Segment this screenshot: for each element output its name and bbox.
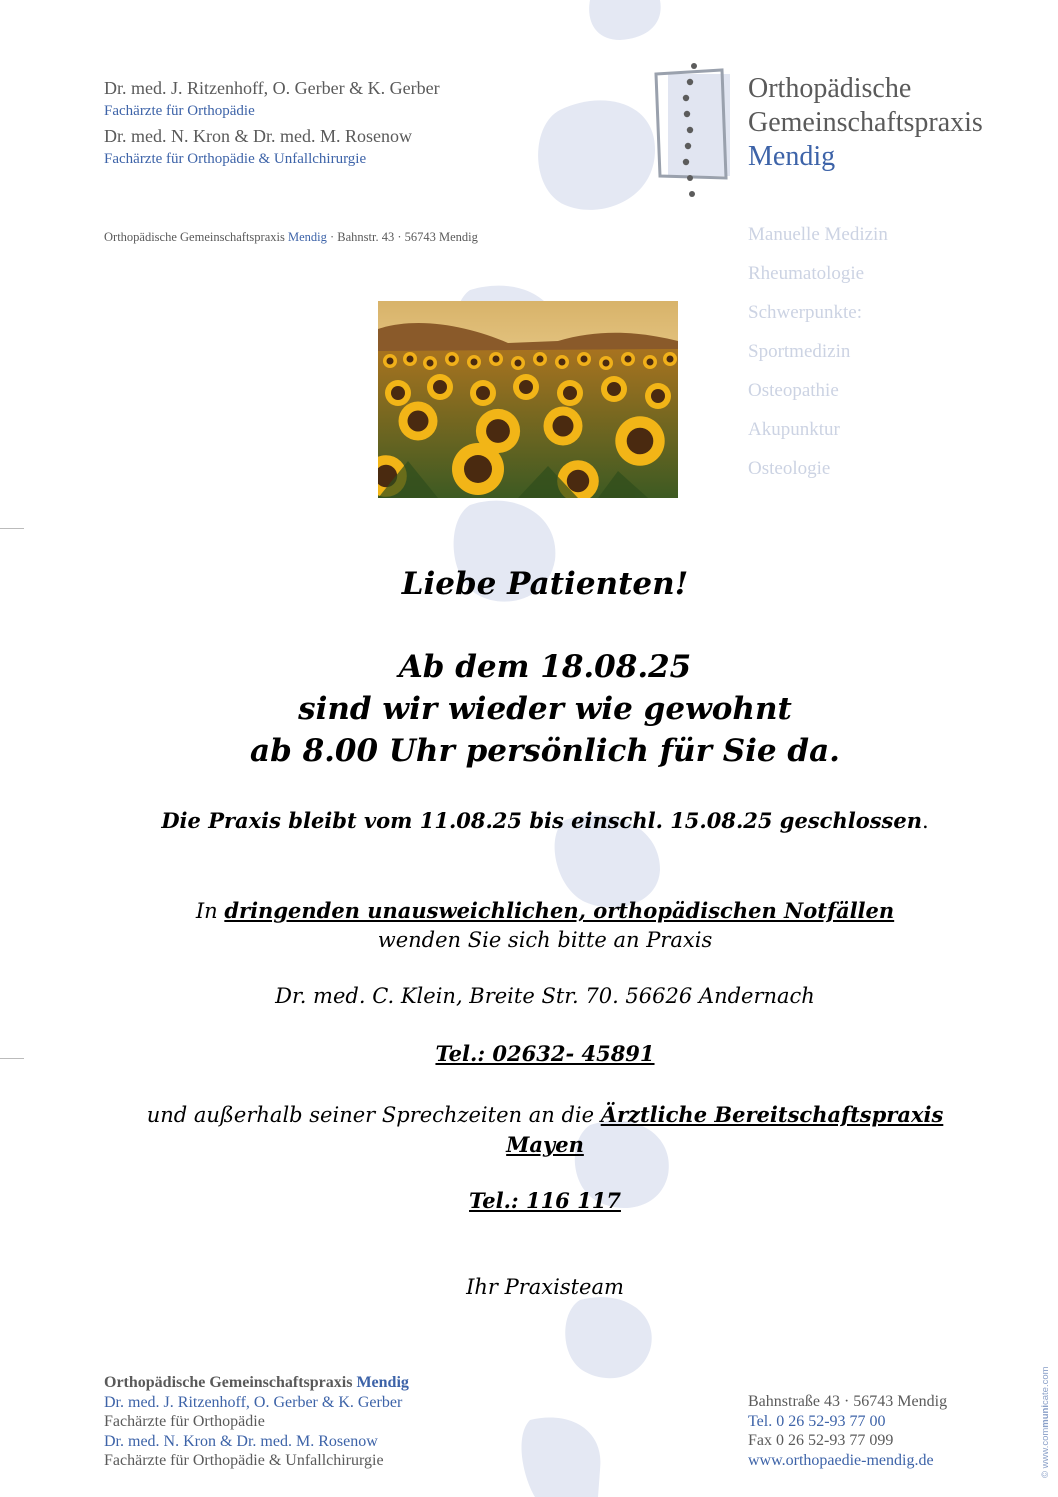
header-specialty-2: Fachärzte für Orthopädie & Unfallchirurgie — [104, 151, 367, 167]
brand-line-3: Mendig — [748, 141, 836, 172]
header-specialty-1: Fachärzte für Orthopädie — [104, 103, 255, 119]
after-hours-emphasis-2: Mayen — [506, 1132, 584, 1157]
footer-doctors-1: Dr. med. J. Ritzenhoff, O. Gerber & K. Gerber — [104, 1393, 403, 1411]
specialty-item: Osteologie — [748, 458, 831, 479]
after-hours-prefix: und außerhalb seiner Sprechzeiten an die — [146, 1103, 601, 1127]
footer-specialty-1: Fachärzte für Orthopädie — [104, 1413, 265, 1430]
emergency-line-2: wenden Sie sich bitte an Praxis — [377, 928, 713, 952]
specialty-item: Schwerpunkte: — [748, 302, 862, 323]
doctor-address: Dr. med. C. Klein, Breite Str. 70. 56626 Andernach — [275, 984, 815, 1008]
signature: Ihr Praxisteam — [466, 1275, 624, 1299]
closure-notice — [0, 808, 1058, 833]
specialty-item: Manuelle Medizin — [748, 224, 888, 245]
footer-doctors-2: Dr. med. N. Kron & Dr. med. M. Rosenow — [104, 1432, 378, 1450]
sender-name: Orthopädische Gemeinschaftspraxis — [104, 230, 285, 244]
footer-fax: Fax 0 26 52-93 77 099 — [748, 1432, 894, 1449]
phone-bereitschaft: Tel.: 116 117 — [469, 1188, 621, 1213]
footer-address: Bahnstraße 43 · 56743 Mendig — [748, 1393, 948, 1410]
footer-practice-name: Orthopädische Gemeinschaftspraxis — [104, 1374, 353, 1391]
emergency-notice — [0, 896, 1058, 955]
header-doctors-2: Dr. med. N. Kron & Dr. med. M. Rosenow — [104, 126, 412, 146]
footer-practice-town: Mendig — [356, 1374, 409, 1391]
headline-line-3: ab 8.00 Uhr persönlich für Sie da. — [250, 733, 840, 769]
design-credit: © www.communicate.com — [1040, 1366, 1051, 1478]
headline-line-1: Ab dem 18.08.25 — [398, 649, 692, 685]
footer-tel: Tel. 0 26 52-93 77 00 — [748, 1412, 886, 1430]
after-hours-emphasis-1: Ärztliche Bereitschaftspraxis — [600, 1102, 944, 1127]
headline-line-2: sind wir wieder wie gewohnt — [298, 691, 792, 727]
sender-address-line — [104, 230, 478, 245]
specialty-item: Osteopathie — [748, 380, 839, 401]
greeting: Liebe Patienten! — [401, 566, 689, 602]
emergency-prefix: In — [195, 899, 225, 923]
after-hours-notice — [0, 1100, 1058, 1159]
closure-text: Die Praxis bleibt vom 11.08.25 bis einschl. 15.08.25 geschlossen — [161, 808, 922, 833]
sunflower-field-image — [378, 301, 678, 498]
footer-right — [748, 1392, 947, 1470]
specialty-item: Rheumatologie — [748, 263, 865, 284]
sender-town: Mendig — [287, 230, 327, 244]
emergency-emphasis: dringenden unausweichlichen, orthopädischen Notfällen — [224, 898, 895, 923]
brand-line-1: Orthopädische — [748, 73, 912, 104]
footer-specialty-2: Fachärzte für Orthopädie & Unfallchirurgie — [104, 1452, 384, 1469]
fold-mark — [0, 528, 24, 529]
specialty-item: Sportmedizin — [748, 341, 851, 362]
sender-address: · Bahnstr. 43 · 56743 Mendig — [330, 230, 478, 244]
footer-website[interactable]: www.orthopaedie-mendig.de — [748, 1451, 934, 1469]
reopening-headline — [0, 646, 1058, 772]
phone-andernach: Tel.: 02632- 45891 — [435, 1041, 655, 1066]
spine-logo-icon — [650, 60, 740, 208]
brand-line-2: Gemeinschaftspraxis — [748, 107, 983, 138]
header-doctors-1: Dr. med. J. Ritzenhoff, O. Gerber & K. Gerber — [104, 78, 440, 98]
specialty-item: Akupunktur — [748, 419, 840, 440]
closure-period: . — [921, 809, 929, 833]
footer-left — [104, 1373, 409, 1471]
